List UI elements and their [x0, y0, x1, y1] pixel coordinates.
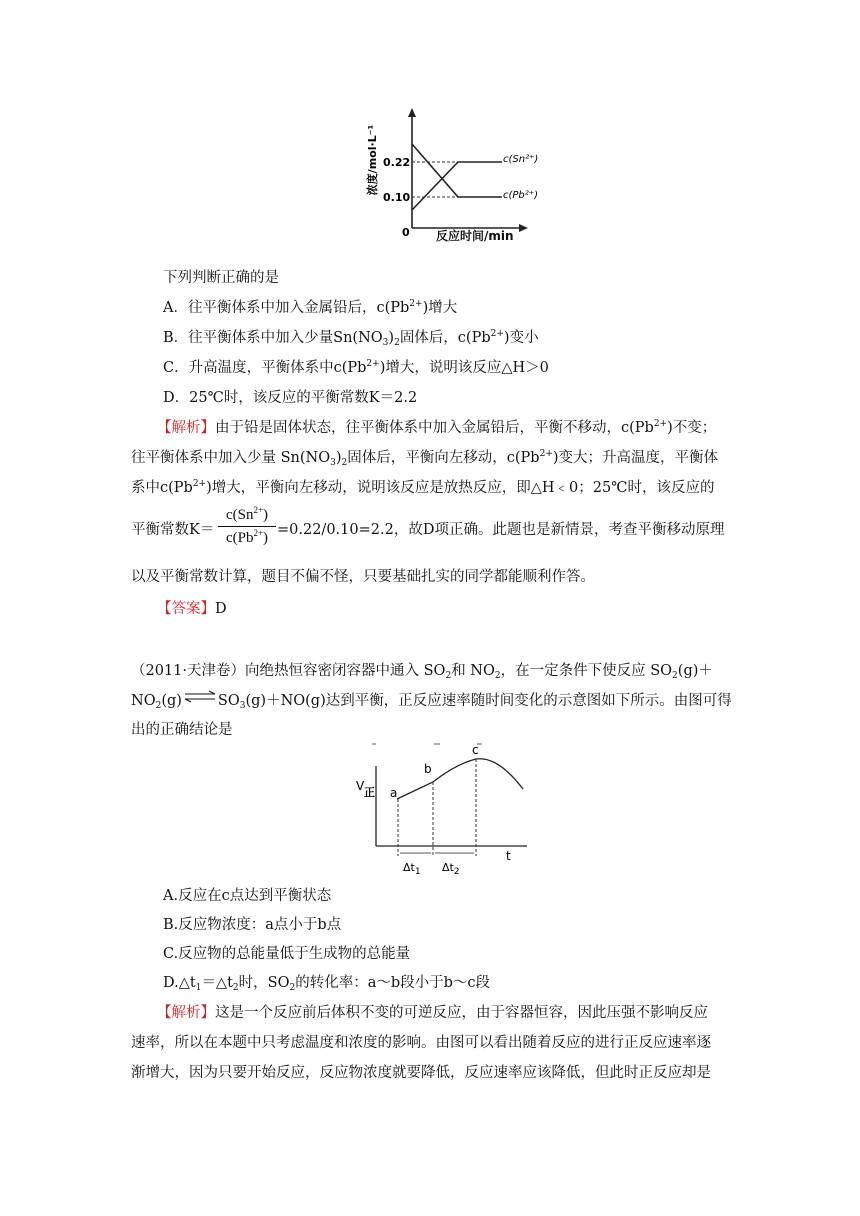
- q2-analysis-line1: 【解析】这是一个反应前后体积不变的可逆反应，由于容器恒容，因此压强不影响反应: [157, 1005, 708, 1021]
- q1-option-b: B．往平衡体系中加入少量$Sn(NO_3)_2$固体后，$c(Pb^{2+})$变小: [163, 329, 539, 348]
- sn-curve: [412, 162, 502, 210]
- q2-stem-line2: $NO_2(g)$ $SO_3(g)+NO(g)$达到平衡，正反应速率随时间变化的示意图如下所示。由图可得: [131, 693, 732, 711]
- k-fraction: $c(Sn^{2+})$ $c(Pb^{2+})$: [218, 506, 276, 547]
- delta-t1: $\Delta t_1$: [403, 861, 421, 877]
- tick-010: 0.10: [383, 191, 411, 204]
- analysis-tag: 【解析】: [157, 420, 215, 436]
- label-pb: c(Pb²⁺): [503, 190, 538, 201]
- q2-stem-line1: （2011·天津卷）向绝热恒容密闭容器中通入 $SO_2$和 $NO_2$，在一定条件下使反应 $SO_2(g)+$: [131, 663, 713, 681]
- y-axis-label-v: V: [356, 779, 365, 793]
- answer-tag: 【答案】: [157, 601, 215, 617]
- q1-analysis-line1: 【解析】由于铅是固体状态，往平衡体系中加入金属铅后，平衡不移动，$c(Pb^{2+})$不变；: [157, 419, 717, 436]
- rate-curve: [397, 759, 523, 799]
- q2-stem-line3: 出的正确结论是: [131, 722, 233, 738]
- equilibrium-arrow-icon: [184, 691, 216, 703]
- point-b: b: [424, 762, 432, 776]
- q1-option-d: D．25℃时，该反应的平衡常数K＝2.2: [163, 390, 418, 406]
- q1-prompt: 下列判断正确的是: [163, 270, 279, 286]
- q1-analysis-line4-pre: 平衡常数K＝: [131, 522, 215, 538]
- rate-time-graph: [352, 742, 534, 876]
- label-sn: c(Sn²⁺): [503, 154, 539, 165]
- analysis-tag-2: 【解析】: [157, 1005, 215, 1021]
- pb-curve: [412, 144, 502, 197]
- q1-analysis-line3: 系中$c(Pb^{2+})$增大，平衡向左移动，说明该反应是放热反应，即△H﹤0；25℃时，该反应的: [131, 479, 715, 496]
- q2-analysis-line2: 速率，所以在本题中只考虑温度和浓度的影响。由图可以看出随着反应的进行正反应速率逐: [131, 1035, 711, 1051]
- tick-022: 0.22: [383, 156, 411, 169]
- q2-option-d: $D.\triangle t_1=\triangle t_2$时，$SO_2$的转化率：a～b段小于b～c段: [163, 975, 491, 993]
- q2-option-b: B.反应物浓度：a点小于b点: [163, 917, 342, 933]
- x-axis-label-t: t: [506, 849, 511, 863]
- q1-answer: 【答案】D: [157, 601, 227, 617]
- point-c: c: [472, 743, 479, 757]
- delta-t2: $\Delta t_2$: [442, 861, 460, 877]
- q1-option-c: C．升高温度，平衡体系中$c(Pb^{2+})$增大，说明该反应△H＞0: [163, 359, 549, 376]
- q1-option-a: A．往平衡体系中加入金属铅后，$c(Pb^{2+})$增大: [163, 299, 458, 316]
- point-a: a: [390, 786, 398, 800]
- y-axis-label: 浓度/mol·L⁻¹: [366, 124, 379, 196]
- concentration-time-graph: [360, 100, 539, 248]
- q2-option-a: A.反应在c点达到平衡状态: [163, 888, 332, 904]
- y-axis-label-sub: 正: [364, 786, 375, 799]
- q1-analysis-line4-post: =0.22/0.10=2.2，故D项正确。此题也是新情景，考查平衡移动原理: [277, 522, 725, 538]
- origin-label: 0: [402, 226, 410, 239]
- q2-option-c: C.反应物的总能量低于生成物的总能量: [163, 946, 411, 962]
- q2-analysis-line3: 渐增大，因为只要开始反应，反应物浓度就要降低，反应速率应该降低，但此时正反应却是: [131, 1065, 711, 1081]
- x-axis-label: 反应时间/min: [436, 229, 514, 243]
- q1-analysis-line2: 往平衡体系中加入少量 $Sn(NO_3)_2$固体后，平衡向左移动，$c(Pb^{2+})$变大；升高温度，平衡体: [131, 449, 719, 468]
- q1-analysis-line5: 以及平衡常数计算，题目不偏不怪，只要基础扎实的同学都能顺利作答。: [131, 569, 595, 585]
